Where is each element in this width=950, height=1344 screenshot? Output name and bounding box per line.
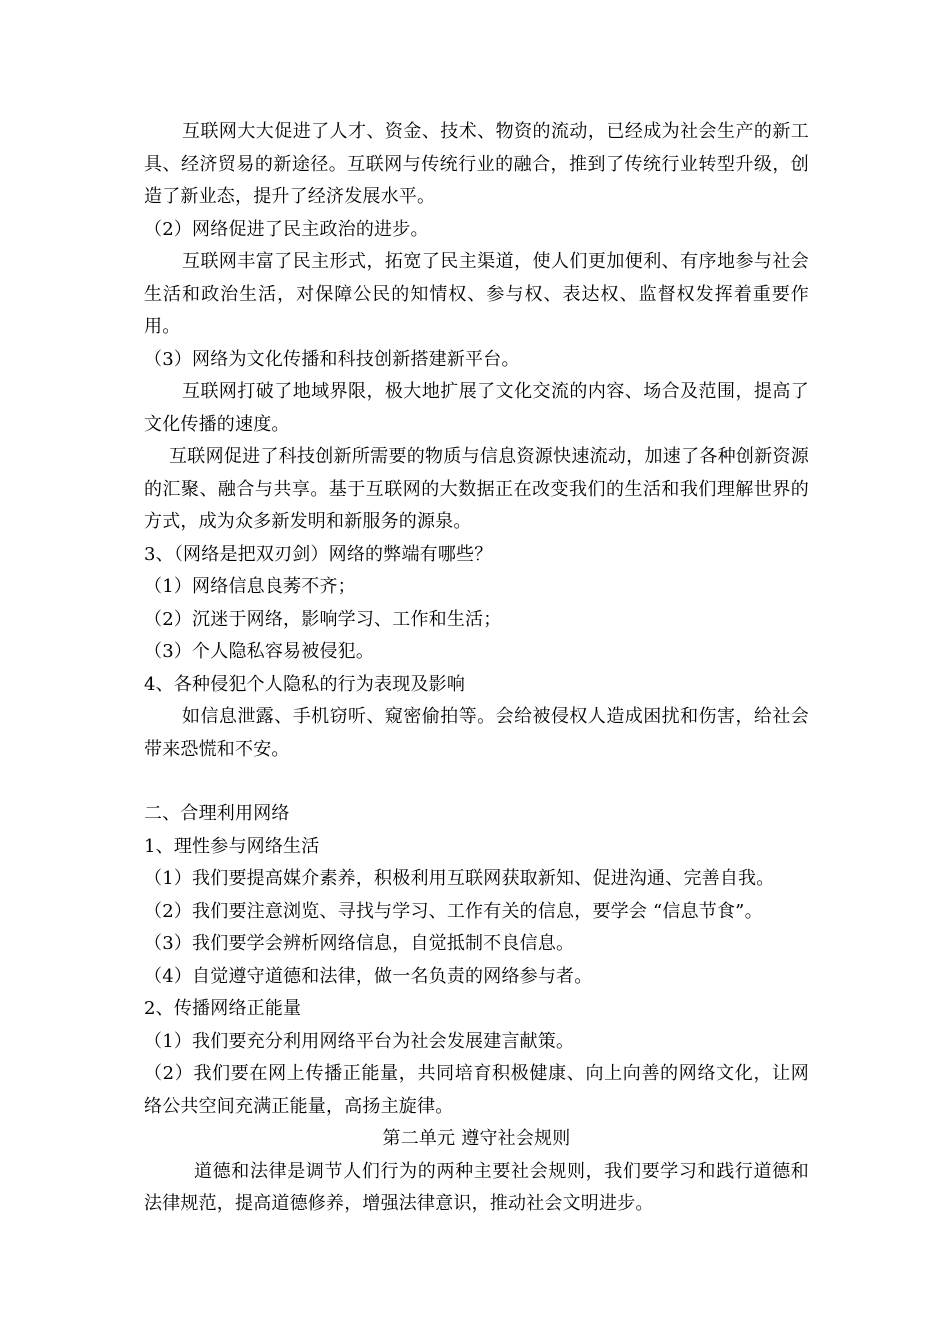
- paragraph-democracy: 互联网丰富了民主形式，拓宽了民主渠道，使人们更加便利、有序地参与社会生活和政治生活，对保障公民的知情权、参与权、表达权、监督权发挥着重要作用。: [144, 251, 809, 337]
- part-2-heading: 二、合理利用网络: [144, 803, 290, 824]
- list-item-rational-4: （4）自觉遵守道德和法律，做一名负责的网络参与者。: [144, 965, 593, 987]
- document-body: [144, 116, 809, 1221]
- paragraph-privacy: 如信息泄露、手机窃听、窥密偷拍等。会给被侵权人造成困扰和伤害，给社会带来恐慌和不安。: [144, 706, 809, 760]
- list-item-downside-2: （2）沉迷于网络，影响学习、工作和生活；: [144, 608, 502, 630]
- paragraph-social-rules: 道德和法律是调节人们行为的两种主要社会规则，我们要学习和践行道德和法律规范，提高道德修养，增强法律意识，推动社会文明进步。: [144, 1160, 809, 1214]
- subsection-1-heading: 1、理性参与网络生活: [144, 835, 320, 857]
- blank-line: [144, 766, 809, 798]
- list-item-rational-3: （3）我们要学会辨析网络信息，自觉抵制不良信息。: [144, 933, 575, 954]
- unit-2-title: 第二单元 遵守社会规则: [382, 1128, 571, 1149]
- list-item-rational-2: （2）我们要注意浏览、寻找与学习、工作有关的信息，要学会 “信息节食”。: [144, 900, 763, 922]
- paragraph-culture: 互联网打破了地域界限，极大地扩展了文化交流的内容、场合及范围，提高了文化传播的速度。: [144, 381, 809, 435]
- list-item-rational-1: （1）我们要提高媒介素养，积极利用互联网获取新知、促进沟通、完善自我。: [144, 868, 775, 889]
- item-democracy-heading: （2）网络促进了民主政治的进步。: [144, 218, 429, 240]
- list-item-downside-3: （3）个人隐私容易被侵犯。: [144, 641, 375, 662]
- item-culture-heading: （3）网络为文化传播和科技创新搭建新平台。: [144, 348, 520, 370]
- paragraph-internet-economy: 互联网大大促进了人才、资金、技术、物资的流动，已经成为社会生产的新工具、经济贸易的新途径。互联网与传统行业的融合，推到了传统行业转型升级，创造了新业态，提升了经济发展水平。: [144, 121, 809, 207]
- paragraph-innovation: 互联网促进了科技创新所需要的物质与信息资源快速流动，加速了各种创新资源的汇聚、融合与共享。基于互联网的大数据正在改变我们的生活和我们理解世界的方式，成为众多新发明和新服务的源泉。: [144, 446, 809, 532]
- section-3-heading: 3、（网络是把双刃剑）网络的弊端有哪些？: [144, 543, 493, 565]
- subsection-2-heading: 2、传播网络正能量: [144, 998, 302, 1019]
- section-4-heading: 4、各种侵犯个人隐私的行为表现及影响: [144, 673, 466, 695]
- list-item-energy-1: （1）我们要充分利用网络平台为社会发展建言献策。: [144, 1030, 575, 1052]
- list-item-energy-2: （2）我们要在网上传播正能量，共同培育积极健康、向上向善的网络文化，让网络公共空间充满正能量，高扬主旋律。: [144, 1063, 809, 1117]
- list-item-downside-1: （1）网络信息良莠不齐；: [144, 576, 356, 597]
